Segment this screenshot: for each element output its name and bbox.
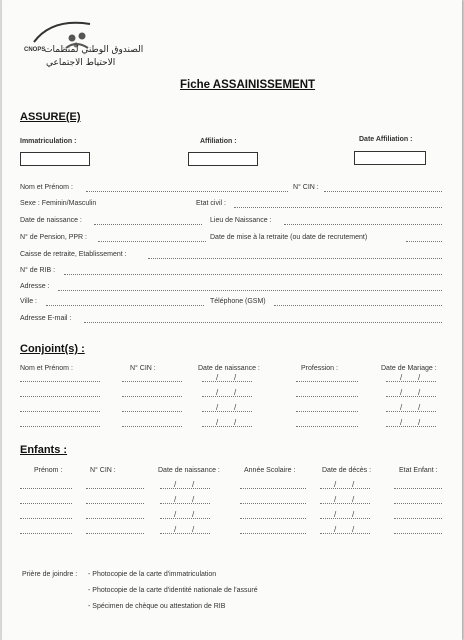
enfant-deces-field[interactable] — [320, 503, 370, 504]
date-separator: / — [352, 480, 355, 489]
enfant-etat-field[interactable] — [394, 488, 442, 489]
logo-arabic-line1: الصندوق الوطني لمنظمات — [44, 45, 144, 55]
date-separator: / — [234, 388, 237, 397]
sexe-label: Sexe : Feminin/Masculin — [20, 200, 97, 207]
date-separator: / — [234, 403, 237, 412]
enfant-col-cin: N° CIN : — [90, 467, 116, 474]
enfant-prenom-field[interactable] — [20, 518, 72, 519]
date-separator: / — [352, 510, 355, 519]
date-separator: / — [174, 525, 177, 534]
logo-arabic-line2: الاحتياط الاجتماعي — [46, 58, 116, 68]
conjoint-cin-field[interactable] — [122, 396, 182, 397]
immatriculation-label: Immatriculation : — [20, 138, 77, 145]
email-label: Adresse E-mail : — [20, 315, 72, 322]
nom-prenom-label: Nom et Prénom : — [20, 184, 73, 191]
enfant-naissance-field[interactable] — [160, 488, 210, 489]
date-affiliation-field[interactable] — [354, 151, 426, 165]
enfant-deces-field[interactable] — [320, 488, 370, 489]
conjoint-profession-field[interactable] — [296, 426, 358, 427]
conjoint-nom-field[interactable] — [20, 426, 100, 427]
date-affiliation-label: Date Affiliation : — [359, 136, 413, 143]
conjoint-mariage-field[interactable] — [386, 426, 436, 427]
pension-field[interactable] — [98, 241, 206, 242]
enfant-cin-field[interactable] — [86, 518, 144, 519]
date-retraite-field[interactable] — [406, 241, 442, 242]
immatriculation-field[interactable] — [20, 152, 90, 166]
date-separator: / — [418, 388, 421, 397]
date-separator: / — [234, 373, 237, 382]
assure-heading: ASSURE(E) — [20, 111, 81, 123]
date-separator: / — [192, 510, 195, 519]
ville-label: Ville : — [20, 298, 37, 305]
date-separator: / — [352, 495, 355, 504]
enfant-naissance-field[interactable] — [160, 503, 210, 504]
date-separator: / — [334, 525, 337, 534]
date-separator: / — [234, 418, 237, 427]
date-separator: / — [192, 480, 195, 489]
date-separator: / — [174, 495, 177, 504]
conjoint-nom-field[interactable] — [20, 396, 100, 397]
form-title: Fiche ASSAINISSEMENT — [180, 79, 316, 91]
joindre-item-2: - Photocopie de la carte d'identité nationale de l'assuré — [88, 587, 258, 594]
caisse-label: Caisse de retraite, Etablissement : — [20, 251, 127, 258]
date-separator: / — [216, 373, 219, 382]
affiliation-label: Affiliation : — [200, 138, 237, 145]
joindre-item-1: - Photocopie de la carte d'immatriculation — [88, 571, 217, 578]
pension-label: N° de Pension, PPR : — [20, 234, 87, 241]
ville-field[interactable] — [46, 305, 204, 306]
date-separator: / — [334, 480, 337, 489]
conjoint-mariage-field[interactable] — [386, 381, 436, 382]
conjoint-naissance-field[interactable] — [202, 411, 252, 412]
enfant-etat-field[interactable] — [394, 533, 442, 534]
lieu-naissance-label: Lieu de Naissance : — [210, 217, 272, 224]
enfant-annee-field[interactable] — [240, 503, 306, 504]
joindre-item-3: - Spécimen de chèque ou attestation de RIB — [88, 603, 226, 610]
nom-prenom-field[interactable] — [86, 191, 288, 192]
date-naissance-label: Date de naissance : — [20, 217, 82, 224]
enfant-col-prenom: Prénom : — [34, 467, 63, 474]
conjoints-heading: Conjoint(s) : — [20, 343, 85, 355]
enfant-cin-field[interactable] — [86, 488, 144, 489]
conjoint-cin-field[interactable] — [122, 381, 182, 382]
conjoint-col-naissance: Date de naissance : — [198, 365, 260, 372]
enfant-annee-field[interactable] — [240, 488, 306, 489]
date-separator: / — [400, 373, 403, 382]
joindre-label: Prière de joindre : — [22, 571, 78, 578]
enfant-col-deces: Date de décès : — [322, 467, 372, 474]
date-separator: / — [216, 418, 219, 427]
date-separator: / — [216, 388, 219, 397]
date-separator: / — [400, 388, 403, 397]
enfant-prenom-field[interactable] — [20, 488, 72, 489]
enfant-cin-field[interactable] — [86, 503, 144, 504]
conjoint-nom-field[interactable] — [20, 381, 100, 382]
adresse-field[interactable] — [58, 290, 442, 291]
date-retraite-label: Date de mise à la retraite (ou date de recrutement) — [210, 234, 368, 241]
enfant-naissance-field[interactable] — [160, 533, 210, 534]
conjoint-col-mariage: Date de Mariage : — [381, 365, 437, 372]
conjoint-col-cin: N° CIN : — [130, 365, 156, 372]
form-page — [2, 0, 462, 640]
conjoint-cin-field[interactable] — [122, 426, 182, 427]
enfant-etat-field[interactable] — [394, 503, 442, 504]
enfant-deces-field[interactable] — [320, 533, 370, 534]
conjoint-profession-field[interactable] — [296, 411, 358, 412]
enfant-deces-field[interactable] — [320, 518, 370, 519]
adresse-label: Adresse : — [20, 283, 50, 290]
date-separator: / — [174, 510, 177, 519]
enfant-cin-field[interactable] — [86, 533, 144, 534]
date-separator: / — [400, 418, 403, 427]
rib-label: N° de RIB : — [20, 267, 56, 274]
date-separator: / — [216, 403, 219, 412]
caisse-field[interactable] — [148, 258, 442, 259]
enfant-naissance-field[interactable] — [160, 518, 210, 519]
telephone-label: Téléphone (GSM) — [210, 298, 266, 305]
date-separator: / — [418, 373, 421, 382]
enfant-col-annee: Année Scolaire : — [244, 467, 296, 474]
date-separator: / — [418, 403, 421, 412]
enfants-heading: Enfants : — [20, 444, 68, 456]
lieu-naissance-field[interactable] — [284, 224, 442, 225]
date-separator: / — [334, 495, 337, 504]
date-separator: / — [352, 525, 355, 534]
conjoint-profession-field[interactable] — [296, 381, 358, 382]
date-separator: / — [192, 525, 195, 534]
enfant-col-naissance: Date de naissance : — [158, 467, 220, 474]
date-separator: / — [192, 495, 195, 504]
logo-acronym: CNOPS — [24, 47, 46, 53]
conjoint-mariage-field[interactable] — [386, 396, 436, 397]
conjoint-naissance-field[interactable] — [202, 426, 252, 427]
email-field[interactable] — [84, 322, 442, 323]
conjoint-col-nom: Nom et Prénom : — [20, 365, 73, 372]
enfant-prenom-field[interactable] — [20, 533, 72, 534]
telephone-field[interactable] — [274, 305, 442, 306]
etat-civil-label: Etat civil : — [196, 200, 226, 207]
enfant-prenom-field[interactable] — [20, 503, 72, 504]
date-separator: / — [400, 403, 403, 412]
conjoint-col-profession: Profession : — [301, 365, 338, 372]
affiliation-field[interactable] — [188, 152, 258, 166]
etat-civil-field[interactable] — [234, 207, 442, 208]
conjoint-cin-field[interactable] — [122, 411, 182, 412]
conjoint-nom-field[interactable] — [20, 411, 100, 412]
conjoint-naissance-field[interactable] — [202, 396, 252, 397]
date-separator: / — [334, 510, 337, 519]
enfant-etat-field[interactable] — [394, 518, 442, 519]
enfant-col-etat: Etat Enfant : — [399, 467, 438, 474]
enfant-annee-field[interactable] — [240, 533, 306, 534]
rib-field[interactable] — [64, 274, 442, 275]
conjoint-profession-field[interactable] — [296, 396, 358, 397]
date-naissance-field[interactable] — [94, 224, 202, 225]
date-separator: / — [418, 418, 421, 427]
cin-label: N° CIN : — [293, 184, 319, 191]
conjoint-naissance-field[interactable] — [202, 381, 252, 382]
enfant-annee-field[interactable] — [240, 518, 306, 519]
conjoint-mariage-field[interactable] — [386, 411, 436, 412]
cin-field[interactable] — [324, 191, 442, 192]
date-separator: / — [174, 480, 177, 489]
